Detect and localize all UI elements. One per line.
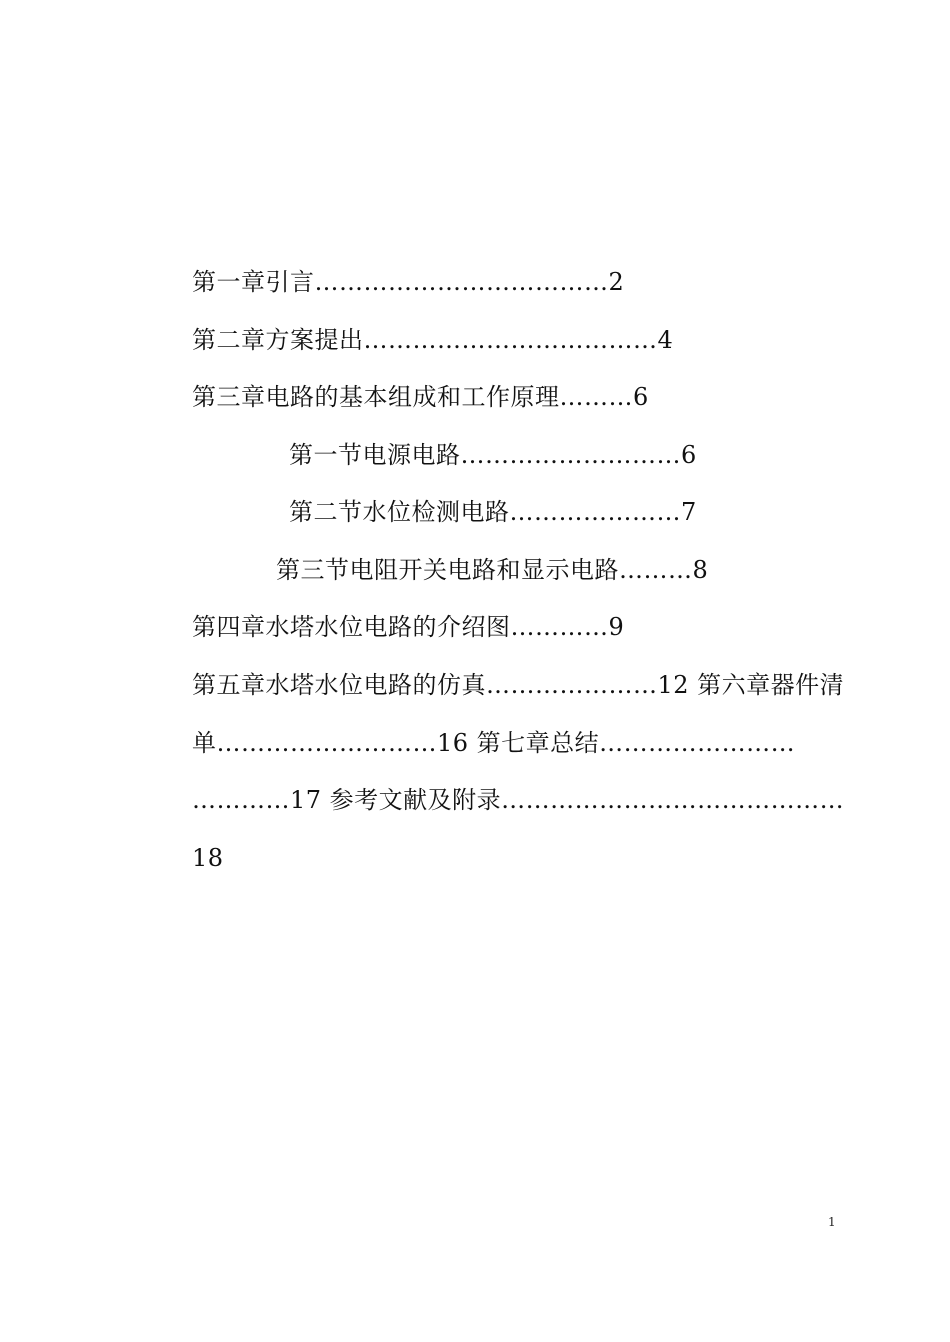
- toc-chapter-3: 第三章电路的基本组成和工作原理………6: [192, 383, 649, 411]
- toc-chapter-5-6: 第五章水塔水位电路的仿真…………………12 第六章器件清: [192, 671, 845, 699]
- toc-section-3-3: 第三节电阻开关电路和显示电路………8: [276, 556, 709, 584]
- toc-references-page: 18: [192, 844, 224, 872]
- toc-section-3-1: 第一节电源电路………………………6: [289, 441, 697, 469]
- toc-section-3-2: 第二节水位检测电路…………………7: [289, 498, 697, 526]
- toc-chapter-1: 第一章引言………………………………2: [192, 268, 625, 296]
- toc-chapter-7-references: …………17 参考文献及附录……………………………………: [192, 786, 845, 814]
- page-number: 1: [828, 1215, 836, 1229]
- toc-chapter-6-7: 单………………………16 第七章总结……………………: [192, 729, 796, 757]
- toc-chapter-2: 第二章方案提出………………………………4: [192, 326, 674, 354]
- toc-chapter-4: 第四章水塔水位电路的介绍图…………9: [192, 613, 625, 641]
